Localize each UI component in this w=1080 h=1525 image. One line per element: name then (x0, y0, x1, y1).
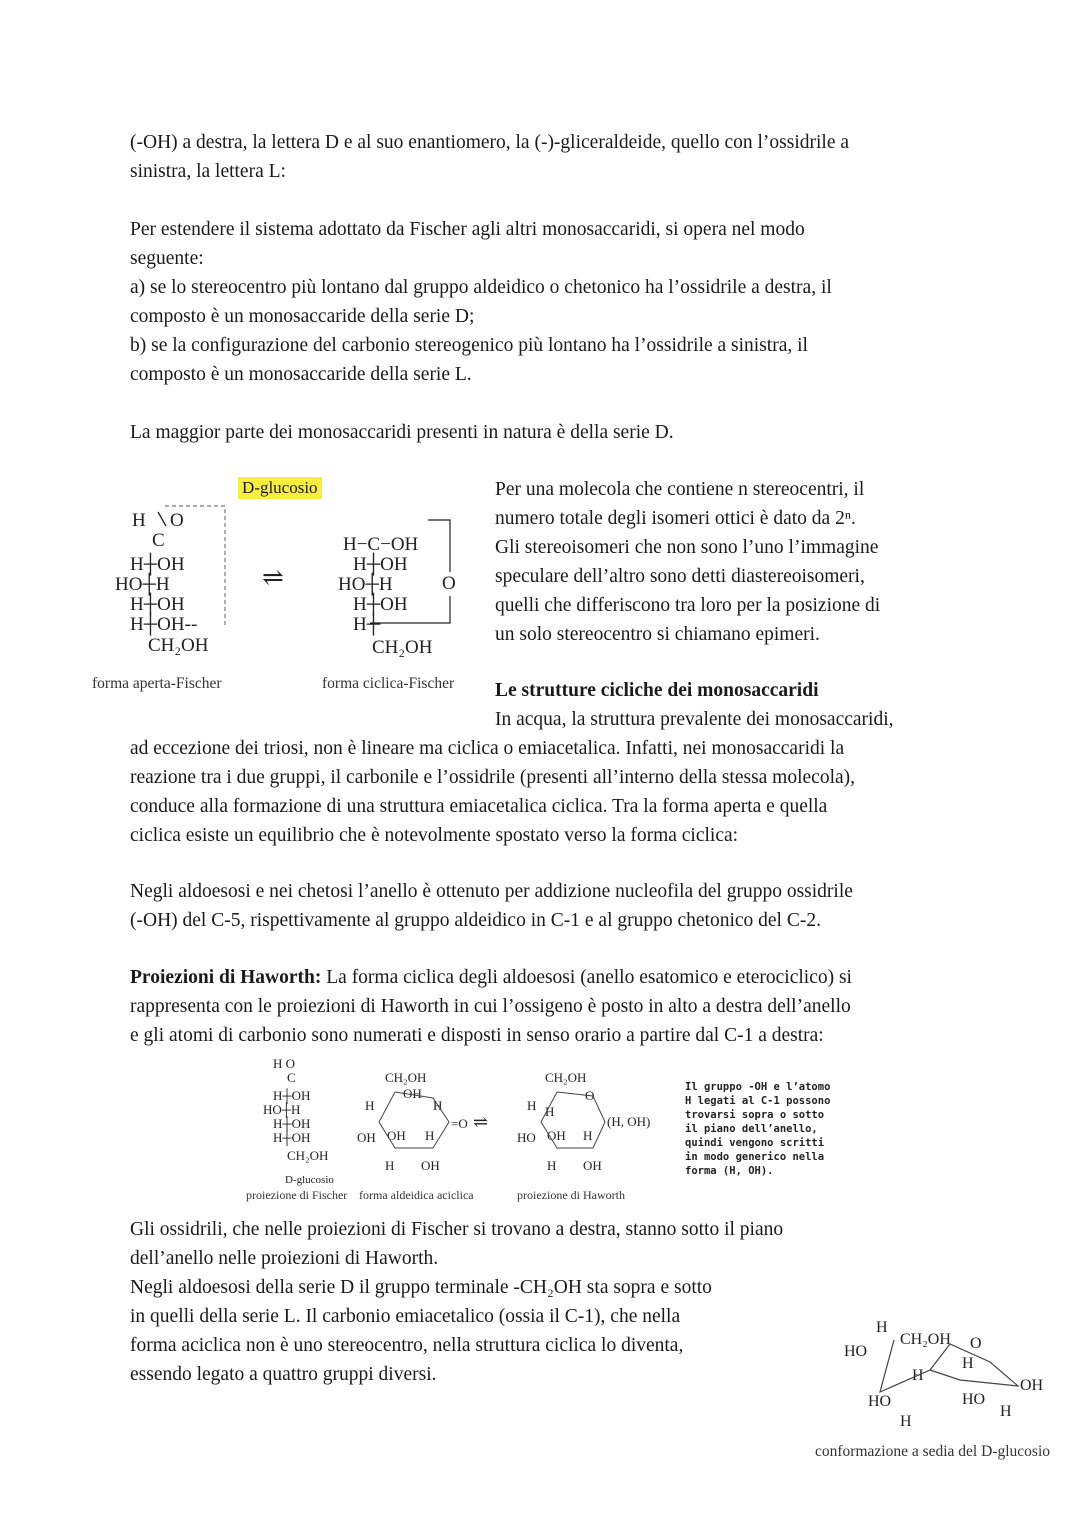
fig2-acyclic-h-right: H (433, 1098, 443, 1113)
chair-ho-bottom-2: HO (962, 1391, 986, 1408)
chair-h-bottom-2: H (1000, 1403, 1012, 1420)
fig2-haworth-oh: OH (547, 1128, 566, 1143)
fig2-haworth-ho: HO (517, 1130, 536, 1145)
fig2-acyclic-oh-bot: OH (421, 1158, 440, 1173)
caption-cyclic-form: forma ciclica-Fischer (322, 675, 455, 692)
text-line: e gli atomi di carbonio sono numerati e disposti in senso orario a partire dal C-1 a destra: (130, 1025, 824, 1046)
fig2-haworth-oh-bot: OH (583, 1158, 602, 1173)
haworth-figure (245, 1052, 675, 1187)
stereo-paragraph (495, 475, 955, 649)
chair-ho-bottom: HO (868, 1393, 892, 1410)
open-bottom: CH₂OH (148, 635, 209, 656)
fig2-equilibrium-arrow: ⇌ (473, 1112, 489, 1132)
chair-o: O (970, 1335, 982, 1352)
chair-h-right: H (962, 1355, 974, 1372)
fig2-fischer-bottom: CH₂OH (287, 1148, 329, 1163)
text-line: ad eccezione dei triosi, non è lineare ma ciclica o emiacetalica. Infatti, nei monosaccaridi la (130, 738, 845, 759)
text-line: numero totale degli isomeri ottici è dato da 2ⁿ. (495, 508, 856, 529)
equilibrium-arrow: ⇌ (262, 563, 284, 592)
caption-chair-conformation: conformazione a sedia del D-glucosio (815, 1443, 1050, 1460)
text-line: b) se la configurazione del carbonio stereogenico più lontano ha l’ossidrile a sinistra, il (130, 335, 808, 356)
text-line: composto è un monosaccaride della serie L. (130, 364, 472, 385)
caption-haworth-projection: proiezione di Haworth (517, 1188, 625, 1202)
open-row-3: H┼OH (130, 594, 185, 615)
text-line (130, 963, 950, 992)
fig2-acyclic-h-left: H (365, 1098, 375, 1113)
fig2-haworth-h3: H (583, 1128, 593, 1143)
text-line: quelli che differiscono tra loro per la posizione di (495, 595, 881, 616)
cyclic-row-1: H┼OH (353, 554, 408, 575)
fig2-fischer-top: H O (273, 1056, 296, 1071)
text-line: La maggior parte dei monosaccaridi presenti in natura è della serie D. (130, 422, 674, 443)
open-row-2: HO┼H (115, 574, 170, 595)
fig2-acyclic-top: CH₂OH (385, 1070, 427, 1085)
ring-formation-paragraph (130, 877, 950, 935)
text-line: speculare dell’altro sono detti diastereoisomeri, (495, 566, 865, 587)
chair-conformation-figure (840, 1310, 1060, 1430)
fig2-fischer-row-4: H┼OH (273, 1130, 311, 1145)
open-c1: C (152, 530, 165, 551)
fig2-fischer-row-1: H┼OH (273, 1088, 311, 1103)
cyclic-row-4: H┼ (353, 614, 381, 635)
text-line: sinistra, la lettera L: (130, 161, 286, 182)
text-line: ciclica esiste un equilibrio che è notevolmente spostato verso la forma ciclica: (130, 825, 739, 846)
text-line: reazione tra i due gruppi, il carbonile e l’ossidrile (presenti all’interno della stessa molecola), (130, 767, 856, 788)
fischer-rule-paragraph (130, 215, 950, 389)
intro-paragraph (130, 128, 950, 186)
text-line: in quelli della serie L. Il carbonio emiacetalico (ossia il C-1), che nella (130, 1306, 681, 1327)
cyclic-row-2: HO┼H (338, 574, 393, 595)
majority-paragraph (130, 418, 950, 447)
haworth-heading: Proiezioni di Haworth: (130, 967, 322, 988)
text-line: (-OH) del C-5, rispettivamente al gruppo aldeidico in C-1 e al gruppo chetonico del C-2. (130, 910, 821, 931)
cyclic-section-line-1: In acqua, la struttura prevalente dei monosaccaridi, (495, 709, 894, 730)
open-row-1: H┼OH (130, 554, 185, 575)
text-line: Negli aldoesosi e nei chetosi l’anello è ottenuto per addizione nucleofila del gruppo ossidrile (130, 881, 853, 902)
fig2-acyclic-h-mid: H (425, 1128, 435, 1143)
fig2-acyclic-co: =O (451, 1116, 468, 1131)
text-line: essendo legato a quattro gruppi diversi. (130, 1364, 437, 1385)
caption-fischer-projection: proiezione di Fischer (246, 1188, 348, 1202)
chair-h-bottom: H (900, 1413, 912, 1430)
haworth-paragraph (130, 963, 950, 1050)
fig2-haworth-hoh: (H, OH) (607, 1114, 651, 1129)
chair-oh-right: OH (1020, 1377, 1044, 1394)
fig2-fischer-name: D-glucosio (285, 1174, 334, 1186)
text-line: a) se lo stereocentro più lontano dal gruppo aldeidico o chetonico ha l’ossidrile a destra, il (130, 277, 832, 298)
cyclic-ring-o: O (442, 573, 456, 594)
open-top-o: O (170, 510, 184, 531)
fig2-haworth-o: O (585, 1088, 595, 1103)
text-line: Per estendere il sistema adottato da Fischer agli altri monosaccaridi, si opera nel modo (130, 219, 805, 240)
chair-h-top: H (876, 1319, 888, 1336)
fig2-acyclic-h-bot: H (385, 1158, 395, 1173)
cyclic-row-0: H−C−OH (343, 534, 419, 555)
text-line: forma aciclica non è uno stereocentro, nella struttura ciclica lo diventa, (130, 1335, 684, 1356)
caption-open-form: forma aperta-Fischer (92, 675, 222, 692)
text-line: rappresenta con le proiezioni di Haworth in cui l’ossigeno è posto in alto a destra dell’anello (130, 996, 851, 1017)
fig2-fischer-c: C (287, 1070, 296, 1085)
fig2-acyclic-oh: OH (403, 1086, 422, 1101)
fig2-fischer-row-3: H┼OH (273, 1116, 311, 1131)
text-line: dell’anello nelle proiezioni di Haworth. (130, 1248, 439, 1269)
cyclic-row-3: H┼OH (353, 594, 408, 615)
text-line: Gli ossidrili, che nelle proiezioni di Fischer si trovano a destra, stanno sotto il piano (130, 1219, 784, 1240)
haworth-line-1: La forma ciclica degli aldoesosi (anello esatomico e eterociclico) si (321, 967, 852, 988)
open-top-h: H (132, 510, 146, 531)
text-line: un solo stereocentro si chiamano epimeri. (495, 624, 820, 645)
cyclic-section-title: Le strutture cicliche dei monosaccaridi (495, 680, 819, 701)
cyclic-section-paragraph (130, 734, 950, 850)
chair-ho-left: HO (844, 1343, 868, 1360)
chair-h-mid: H (912, 1367, 924, 1384)
text-line: Per una molecola che contiene n stereocentri, il (495, 479, 865, 500)
fig2-haworth-h1: H (527, 1098, 537, 1113)
text-line: composto è un monosaccaride della serie D; (130, 306, 475, 327)
fischer-open-cyclic-figure (90, 500, 490, 670)
fig2-acyclic-oh-left: OH (357, 1130, 376, 1145)
chair-ch2oh: CH₂OH (900, 1331, 951, 1348)
fig2-acyclic-oh-mid: OH (387, 1128, 406, 1143)
caption-acyclic-form: forma aldeidica aciclica (359, 1188, 474, 1202)
d-glucosio-badge: D-glucosio (238, 477, 322, 499)
fig2-haworth-h2: H (545, 1104, 555, 1119)
text-line: (-OH) a destra, la lettera D e al suo enantiomero, la (-)-gliceraldeide, quello con l’ossidrile a (130, 132, 850, 153)
text-line: seguente: (130, 248, 204, 269)
haworth-note: Il gruppo -OH e l’atomo H legati al C-1 possono trovarsi sopra o sotto il piano dell’anello, quindi vengono scritti in modo generico nella forma (H, OH). (685, 1081, 831, 1177)
ossidrili-paragraph (130, 1215, 810, 1389)
fig2-haworth-top: CH₂OH (545, 1070, 587, 1085)
cyclic-bottom: CH₂OH (372, 637, 433, 658)
fig2-haworth-h-bot: H (547, 1158, 557, 1173)
open-row-4: H┼OH-- (130, 614, 198, 635)
text-line: Gli stereoisomeri che non sono l’uno l’immagine (495, 537, 879, 558)
text-line: conduce alla formazione di una struttura emiacetalica ciclica. Tra la forma aperta e quella (130, 796, 828, 817)
text-line: Negli aldoesosi della serie D il gruppo terminale -CH₂OH sta sopra e sotto (130, 1277, 712, 1298)
fig2-fischer-row-2: HO┼H (263, 1102, 301, 1117)
